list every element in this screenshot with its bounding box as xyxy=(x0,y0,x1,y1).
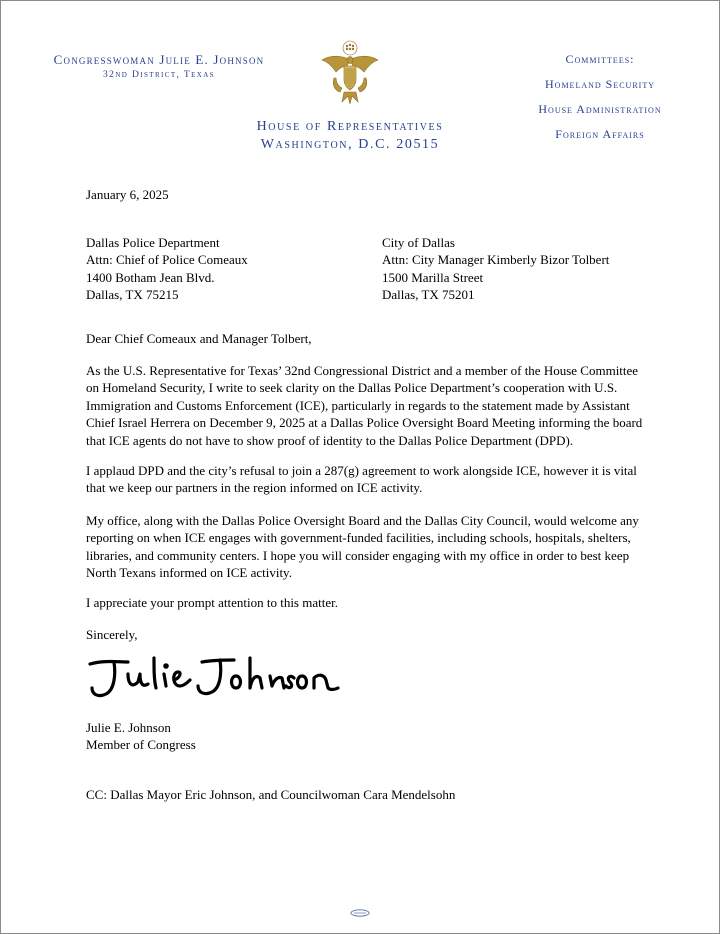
recipient-left-line: Attn: Chief of Police Comeaux xyxy=(86,252,248,268)
handwritten-signature xyxy=(84,650,344,710)
signer-block xyxy=(86,719,196,754)
committees-block xyxy=(515,52,685,152)
congressional-seal-icon xyxy=(314,38,386,110)
committee-item: Foreign Affairs xyxy=(555,127,645,141)
body-paragraph: I appreciate your prompt attention to this matter. xyxy=(86,595,338,610)
recipient-right-line: City of Dallas xyxy=(382,235,455,250)
body-paragraph: As the U.S. Representative for Texas’ 32nd Congressional District and a member of the House Committee on Homeland Security, I write to seek clarity on the Dallas Police Department’s cooperation with U.S. Immigration and Customs Enforcement (ICE), particularly in regards to the statement made by Assistant Chief Israel Herrera on December 9, 2025 at a Dallas Police Oversight Board Meeting informing the board that ICE agents do not have to show proof of identity to the Dallas Police Department (DPD). xyxy=(86,363,643,448)
cc-line: CC: Dallas Mayor Eric Johnson, and Councilwoman Cara Mendelsohn xyxy=(86,787,456,802)
letterhead-center xyxy=(230,118,470,154)
house-label: House of Representatives xyxy=(256,119,444,134)
body-paragraph: My office, along with the Dallas Police Oversight Board and the Dallas City Council, would welcome any reporting on when ICE engages with government-funded facilities, including schools, hospitals, shelters, libraries, and community centers. I hope you will consider engaging with my office in order to best keep North Texans informed on ICE activity. xyxy=(86,513,639,581)
signer-title: Member of Congress xyxy=(86,737,196,753)
printed-paper-mark-icon xyxy=(348,908,372,918)
district-label: 32nd District, Texas xyxy=(103,70,215,80)
committee-item: Homeland Security xyxy=(545,77,655,91)
letterhead-left xyxy=(34,52,284,80)
recipient-left-line: Dallas, TX 75215 xyxy=(86,287,179,303)
congresswoman-name: Congresswoman Julie E. Johnson xyxy=(53,52,265,67)
salutation: Dear Chief Comeaux and Manager Tolbert, xyxy=(86,331,312,346)
recipient-left-line: Dallas Police Department xyxy=(86,235,220,250)
committees-heading: Committees: xyxy=(565,52,635,66)
recipient-left-line: 1400 Botham Jean Blvd. xyxy=(86,269,215,285)
recipient-right-line: Attn: City Manager Kimberly Bizor Tolbert xyxy=(382,252,610,268)
recipient-right-line: 1500 Marilla Street xyxy=(382,269,484,285)
recipient-left xyxy=(86,234,248,304)
office-city: Washington, D.C. 20515 xyxy=(260,137,440,152)
committee-item: House Administration xyxy=(538,102,662,116)
closing: Sincerely, xyxy=(86,627,138,642)
body-paragraph: I applaud DPD and the city’s refusal to join a 287(g) agreement to work alongside ICE, however it is vital that we keep our partners in the region informed on ICE activity. xyxy=(86,463,637,496)
recipient-right xyxy=(382,234,609,304)
letter-date: January 6, 2025 xyxy=(86,187,169,202)
signer-name: Julie E. Johnson xyxy=(86,720,171,735)
recipient-right-line: Dallas, TX 75201 xyxy=(382,287,475,303)
